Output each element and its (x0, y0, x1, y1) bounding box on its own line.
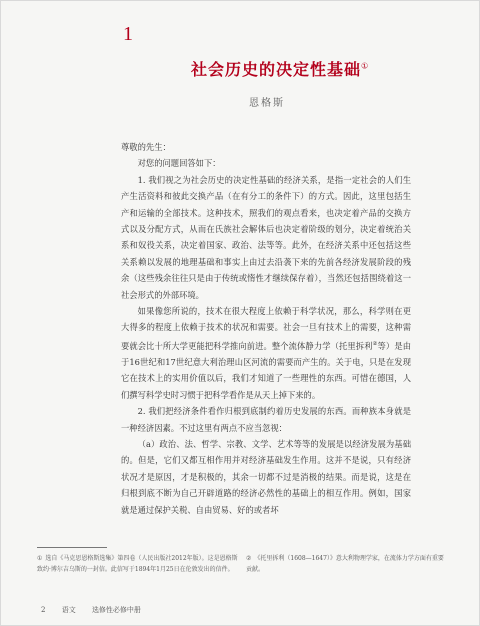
body-text (121, 139, 411, 518)
paragraph-4: （a）政治、法、哲学、宗教、文学、艺术等等的发展是以经济发展为基础的。但是，它们又都互相作用并对经济基础发生作用。这并不是说，只有经济状况才是原因，才是积极的，其余一切都不过是消极的结果。而是说，这是在归根到底不断为自己开辟道路的经济必然性的基础上的相互作用。例如，国家就是通过保护关税、自由贸易、好的或者坏 (121, 439, 411, 515)
author: 恩格斯 (249, 98, 285, 109)
salutation: 尊敬的先生： (121, 142, 171, 152)
paragraph-2 (121, 303, 411, 403)
title-footnote-mark[interactable]: ① (361, 61, 370, 71)
page-number: 2 (41, 606, 46, 614)
page-title (191, 57, 369, 80)
footnote-1 (37, 554, 238, 575)
page-footer (41, 605, 155, 615)
paragraph-2-part-a: 如果像您所说的，技术在很大程度上依赖于科学状况，那么，科学则在更大得多的程度上依赖于技术的状况和需要。社会一旦有技术上的需要，这种需要就会比十所大学更能把科学推向前进。整个流体静力学（托里拆利 (121, 306, 411, 351)
footer-book: 选修性必修中册 (91, 606, 141, 614)
paragraph-1: 1. 我们视之为社会历史的决定性基础的经济关系，是指一定社会的人们生产生活资料和彼此交换产品（在有分工的条件下）的方式。因此，这里包括生产和运输的全部技术。这种技术，照我们的观点看来，也决定着产品的交换方式以及分配方式，从而在氏族社会解体后也决定着阶级的划分，决定着统治关系和奴役关系，决定着国家、政治、法等等。此外，在经济关系中还包括这些关系赖以发展的地理基础和事实上由过去沿袭下来的先前各经济发展阶段的残余（这些残余往往只是由于传统或惰性才继续保存着），当然还包括围绕着这一社会形式的外部环境。 (121, 174, 411, 300)
footnote-2-text: 《托里拆利（1608—1647）》意大利物理学家，在流体力学方面有重要贡献。 (246, 555, 444, 573)
chapter-number: 1 (123, 23, 133, 45)
footnotes (37, 554, 447, 575)
inline-footnote-mark[interactable]: ② (372, 340, 378, 347)
intro-line: 对您的问题回答如下： (137, 158, 221, 169)
footnote-1-mark: ① (37, 555, 43, 562)
footnote-2-mark: ② (246, 555, 252, 562)
paragraph-3: 2. 我们把经济条件看作归根到底制约着历史发展的东西。而种族本身就是一种经济因素。不过这里有两点不应当忽视： (121, 406, 411, 433)
footnote-2 (246, 554, 447, 575)
footnote-1-text: 选自《马克思恩格斯选集》第四卷（人民出版社2012年版）。这是恩格斯致约·博尔吉乌斯的一封信。此信写于1894年1月25日在伦敦发出的信件。 (37, 555, 238, 573)
paragraph-2-part-b: 等）是由于16世纪和17世纪意大利治理山区河流的需要而产生的。关于电，只是在发现它在技术上的实用价值以后，我们才知道了一些理性的东西。可惜在德国，人们撰写科学史时习惯于把科学看作是从天上掉下来的。 (121, 340, 411, 400)
title-text: 社会历史的决定性基础 (191, 60, 362, 79)
footer-section: 语文 (61, 606, 76, 614)
footnote-divider (37, 547, 107, 548)
